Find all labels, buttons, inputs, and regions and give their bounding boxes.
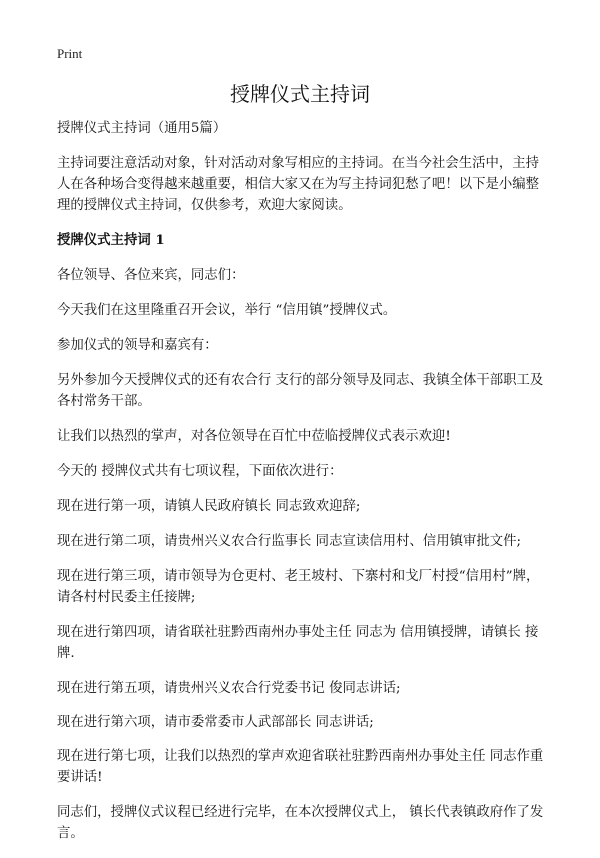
body-paragraph-guests: 参加仪式的领导和嘉宾有：: [57, 338, 218, 353]
document-body: [57, 118, 551, 858]
body-paragraph-welcome: 让我们以热烈的掌声，对各位领导在百忙中莅临授牌仪式表示欢迎!: [57, 429, 451, 444]
agenda-item-1: 现在进行第一项，请镇人民政府镇长 同志致欢迎辞;: [57, 499, 361, 514]
agenda-item-6: 现在进行第六项，请市委常委市人武部部长 同志讲话;: [57, 715, 374, 730]
body-paragraph-opening: 今天我们在这里隆重召开会议，举行 “信用镇”授牌仪式。: [57, 303, 397, 318]
body-paragraph-closing: 同志们，授牌仪式议程已经进行完毕，在本次授牌仪式上， 镇长代表镇政府作了发言。: [57, 805, 544, 841]
document-subtitle: 授牌仪式主持词（通用5篇）: [57, 121, 227, 136]
page-title: 授牌仪式主持词: [230, 82, 370, 106]
intro-paragraph: 主持词要注意活动对象，针对活动对象写相应的主持词。在当今社会生活中，主持人在各种场合变得越来越重要，相信大家又在为写主持词犯愁了吧！以下是小编整理的授牌仪式主持词，仅供参考，欢迎大家阅读。: [57, 156, 540, 213]
body-paragraph-attendees: 另外参加今天授牌仪式的还有农合行 支行的部分领导及同志、我镇全体干部职工及各村常务干部。: [57, 373, 544, 409]
agenda-item-2: 现在进行第二项，请贵州兴义农合行监事长 同志宣读信用村、信用镇审批文件;: [57, 534, 522, 549]
agenda-item-3: 现在进行第三项，请市领导为仓更村、老王坡村、下寨村和戈厂村授“信用村”牌，请各村村民委主任接牌;: [57, 569, 540, 605]
body-paragraph-greeting: 各位领导、各位来宾，同志们：: [57, 268, 245, 283]
body-paragraph-agenda: 今天的 授牌仪式共有七项议程，下面依次进行：: [57, 464, 343, 479]
agenda-item-4: 现在进行第四项，请省联社驻黔西南州办事处主任 同志为 信用镇授牌，请镇长 接牌.: [57, 625, 539, 661]
agenda-item-5: 现在进行第五项，请贵州兴义农合行党委书记 俊同志讲话;: [57, 681, 401, 696]
agenda-item-7: 现在进行第七项，让我们以热烈的掌声欢迎省联社驻黔西南州办事处主任 同志作重要讲话!: [57, 749, 544, 785]
print-link[interactable]: Print: [57, 46, 83, 61]
section-heading: 授牌仪式主持词 1: [57, 232, 165, 248]
